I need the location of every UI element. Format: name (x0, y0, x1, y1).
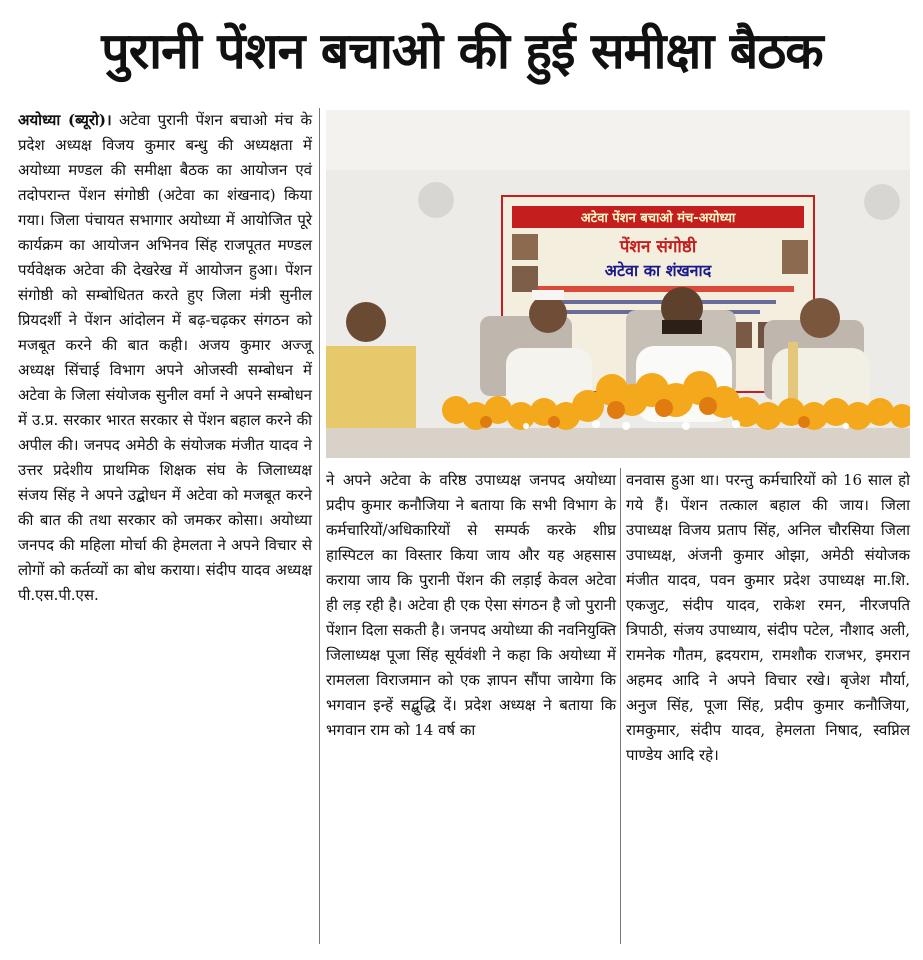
article-column-3 (626, 468, 910, 768)
headline: पुरानी पेंशन बचाओ की हुई समीक्षा बैठक (101, 22, 823, 80)
article-text: ने अपने अटेवा के वरिष्ठ उपाध्यक्ष जनपद अयोध्या प्रदीप कुमार कनौजिया ने बताया कि सभी विभाग के कर्मचारियों/अधिकारियों से सम्पर्क करके शीघ्र हास्पिटल का विस्तार किया जाय और यह अहसास कराया जाय कि पुरानी पेंशन की लड़ाई केवल अटेवा ही लड़ रही है। अटेवा ही एक ऐसा संगठन है जो पुरानी पेंशान दिला सकती है। जनपद अयोध्या की नवनियुक्ति जिलाध्यक्ष पूजा सिंह सूर्यवंशी ने कहा कि अयोध्या में रामलला विराजमान को एक ज्ञापन सौंपा जायेगा कि भगवान इन्हें सद्बुद्धि दें। प्रदेश अध्यक्ष ने बताया कि भगवान राम को 14 वर्ष का (326, 471, 616, 739)
dateline: अयोध्या (ब्यूरो)। (18, 111, 112, 129)
banner-title: अटेवा पेंशन बचाओ मंच-अयोध्या (580, 211, 736, 226)
article-column-2 (326, 468, 616, 743)
event-photo-illustration (326, 110, 910, 458)
banner-tagline: अटेवा का शंखनाद (604, 261, 712, 280)
article-column-1 (18, 108, 312, 608)
column-divider (620, 468, 621, 944)
column-divider (319, 108, 320, 944)
article-text: अटेवा पुरानी पेंशन बचाओ मंच के प्रदेश अध्यक्ष विजय कुमार बन्धु की अध्यक्षता में अयोध्या मण्डल की समीक्षा बैठक का आयोजन एवं तदोपरान्त पेंशन संगोष्ठी (अटेवा का शंखनाद) किया गया। जिला पंचायत सभागार अयोध्या में आयोजित पूरे कार्यक्रम का आयोजन अभिनव सिंह राजपूतत मण्डल पर्यवेक्षक अटेवा की देखरेख में आयोजन हुआ। पेंशन संगोष्ठी को सम्बोधितत करते हुए जिला मंत्री सुनील प्रियदर्शी ने पेंशन आंदोलन में बढ़-चढ़कर संगठन को मजबूत करने की बात कही। अजय कुमार अज्जू अध्यक्ष सिंचाई विभाग अपने ओजस्वी सम्बोधन में अटेवा के जिला संयोजक सुनील वर्मा ने अपने सम्बोधन में उ.प्र. सरकार भारत सरकार से पेंशन बहाल करने की अपील की। जनपद अमेठी के संयोजक मंजीत यादव ने उत्तर प्रदेशीय प्राथमिक शिक्षक संघ के जिलाध्यक्ष संजय सिंह ने अपने उद्बोधन में अटेवा को मजबूत करने की बात की तथा सरकार को जमकर कोसा। अयोध्या जनपद की महिला मोर्चा की हेमलता ने अपने विचार से लोगों को कर्तव्यों का बोध कराया। संदीप यादव अध्यक्ष पी.एस.पी.एस. (18, 111, 312, 604)
event-photo (326, 110, 910, 458)
banner-subtitle: पेंशन संगोष्ठी (619, 237, 697, 257)
article-text: वनवास हुआ था। परन्तु कर्मचारियों को 16 साल हो गये हैं। पेंशन तत्काल बहाल की जाय। जिला उपाध्यक्ष विजय प्रताप सिंह, अनिल चौरसिया जिला उपाध्यक्ष, अंजनी कुमार ओझा, अमेठी संयोजक मंजीत यादव, पवन कुमार प्रदेश उपाध्यक्ष मा.शि. एकजुट, संदीप यादव, राकेश रमन, नीरजपति त्रिपाठी, संजय उपाध्याय, संदीप पटेल, नौशाद अली, रामनेक गौतम, ह्रदयराम, रामशौक राजभर, इमरान अहमद आदि ने अपने विचार रखे। बृजेश मौर्या, अनुज सिंह, पूजा सिंह, प्रदीप कुमार कनौजिया, रामकुमार, संदीप यादव, हेमलता निषाद, स्वप्निल पाण्डेय आदि रहे। (626, 471, 910, 764)
